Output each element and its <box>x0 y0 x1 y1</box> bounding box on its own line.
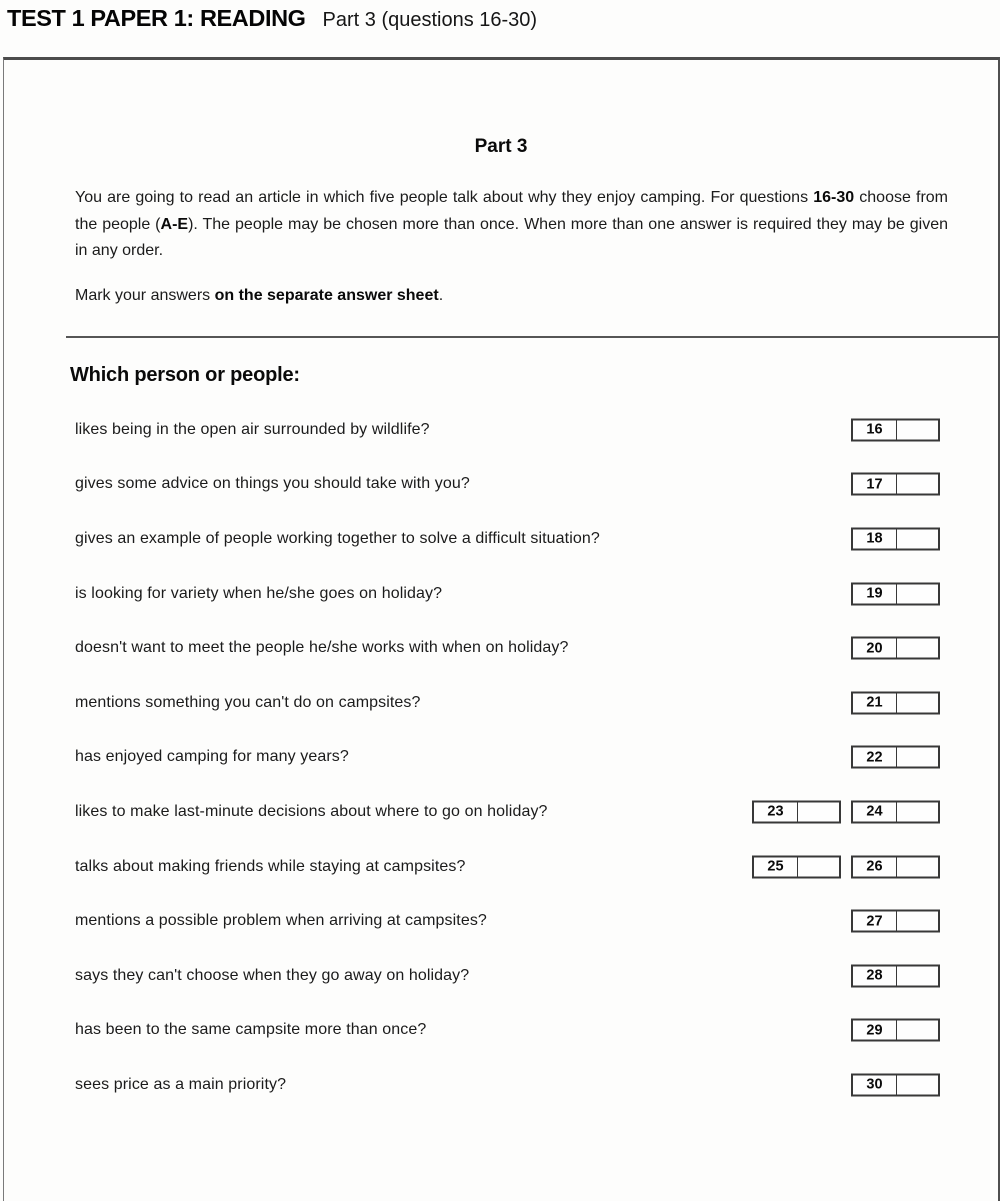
bold-text: A-E <box>160 215 189 233</box>
question-text: likes to make last-minute decisions about where to go on holiday? <box>75 802 548 820</box>
answer-box-blank <box>897 802 938 821</box>
answer-box-blank <box>798 857 839 876</box>
answer-box <box>851 691 940 714</box>
question-row <box>4 839 998 894</box>
answer-box <box>851 582 940 605</box>
answer-box-group <box>851 637 940 660</box>
answer-box-blank <box>897 1021 938 1040</box>
answer-box-group <box>851 746 940 769</box>
answer-box <box>851 910 940 933</box>
answer-box <box>851 855 940 878</box>
question-row <box>4 948 998 1003</box>
answer-box-number: 30 <box>853 1075 897 1094</box>
answer-box-number: 24 <box>853 802 897 821</box>
answer-box <box>851 964 940 987</box>
answer-box-blank <box>798 802 839 821</box>
question-text: mentions a possible problem when arriving at campsites? <box>75 912 487 930</box>
plain-text: ). The people may be chosen more than once. When more than one answer is required they may be given in any order. <box>75 215 948 259</box>
answer-box-number: 27 <box>853 912 897 931</box>
test-sheet <box>3 57 1000 1201</box>
question-text: likes being in the open air surrounded by wildlife? <box>75 420 430 438</box>
answer-box-blank <box>897 584 938 603</box>
answer-box <box>851 1073 940 1096</box>
answer-box-group <box>752 800 940 823</box>
question-list <box>4 403 998 1113</box>
question-row <box>4 1058 998 1113</box>
plain-text: choose from the people ( <box>75 189 948 233</box>
answer-box <box>851 746 940 769</box>
question-row <box>4 621 998 676</box>
answer-box-number: 23 <box>754 802 798 821</box>
answer-box-group <box>851 691 940 714</box>
page-title: TEST 1 PAPER 1: READING <box>7 5 306 31</box>
answer-box-number: 20 <box>853 639 897 658</box>
answer-box-group <box>851 527 940 550</box>
answer-box-group <box>851 473 940 496</box>
answer-box-number: 26 <box>853 857 897 876</box>
mark-note <box>75 287 948 305</box>
answer-box-blank <box>897 639 938 658</box>
answer-box <box>851 637 940 660</box>
question-text: gives an example of people working together to solve a difficult situation? <box>75 529 600 547</box>
question-text: mentions something you can't do on campsites? <box>75 693 421 711</box>
question-text: talks about making friends while staying at campsites? <box>75 857 466 875</box>
answer-box-blank <box>897 693 938 712</box>
answer-box-group <box>752 855 940 878</box>
plain-text: Mark your answers <box>75 286 215 304</box>
question-text: has enjoyed camping for many years? <box>75 748 349 766</box>
answer-box-blank <box>897 529 938 548</box>
bold-text: on the separate answer sheet <box>214 286 439 304</box>
question-row <box>4 675 998 730</box>
bold-text: 16-30 <box>813 189 855 206</box>
question-row <box>4 1003 998 1058</box>
question-row <box>4 566 998 621</box>
answer-box-number: 18 <box>853 529 897 548</box>
answer-box-number: 16 <box>853 420 897 439</box>
question-row <box>4 512 998 567</box>
answer-box-number: 21 <box>853 693 897 712</box>
answer-box <box>752 855 841 878</box>
section-divider <box>66 336 998 338</box>
question-row <box>4 785 998 840</box>
plain-text: . <box>438 286 444 304</box>
question-row <box>4 403 998 458</box>
section-heading: Which person or people: <box>70 363 300 386</box>
question-text: says they can't choose when they go away on holiday? <box>75 966 470 984</box>
answer-box <box>851 800 940 823</box>
answer-box-group <box>851 964 940 987</box>
answer-box <box>851 418 940 441</box>
answer-box-group <box>851 910 940 933</box>
question-row <box>4 457 998 512</box>
answer-box-group <box>851 1073 940 1096</box>
answer-box-number: 25 <box>754 857 798 876</box>
page-header <box>7 5 537 32</box>
answer-box-blank <box>897 966 938 985</box>
answer-box-blank <box>897 857 938 876</box>
question-row <box>4 730 998 785</box>
answer-box-blank <box>897 475 938 494</box>
answer-box-number: 22 <box>853 748 897 767</box>
question-text: doesn't want to meet the people he/she works with when on holiday? <box>75 639 569 657</box>
answer-box-blank <box>897 748 938 767</box>
answer-box-number: 28 <box>853 966 897 985</box>
answer-box <box>851 473 940 496</box>
answer-box <box>851 527 940 550</box>
part-heading: Part 3 <box>474 136 528 157</box>
answer-box-number: 17 <box>853 475 897 494</box>
question-text: gives some advice on things you should take with you? <box>75 475 470 493</box>
answer-box <box>851 1019 940 1042</box>
answer-box-blank <box>897 912 938 931</box>
instructions <box>75 185 948 265</box>
answer-box <box>752 800 841 823</box>
answer-box-group <box>851 418 940 441</box>
answer-box-blank <box>897 420 938 439</box>
page-subtitle: Part 3 (questions 16-30) <box>322 9 538 31</box>
question-text: sees price as a main priority? <box>75 1075 287 1093</box>
answer-box-blank <box>897 1075 938 1094</box>
answer-box-group <box>851 582 940 605</box>
answer-box-number: 19 <box>853 584 897 603</box>
answer-box-number: 29 <box>853 1021 897 1040</box>
plain-text: You are going to read an article in which five people talk about why they enjoy camping. For questions <box>75 189 814 206</box>
question-row <box>4 894 998 949</box>
question-text: is looking for variety when he/she goes on holiday? <box>75 584 443 602</box>
question-text: has been to the same campsite more than once? <box>75 1021 427 1039</box>
answer-box-group <box>851 1019 940 1042</box>
